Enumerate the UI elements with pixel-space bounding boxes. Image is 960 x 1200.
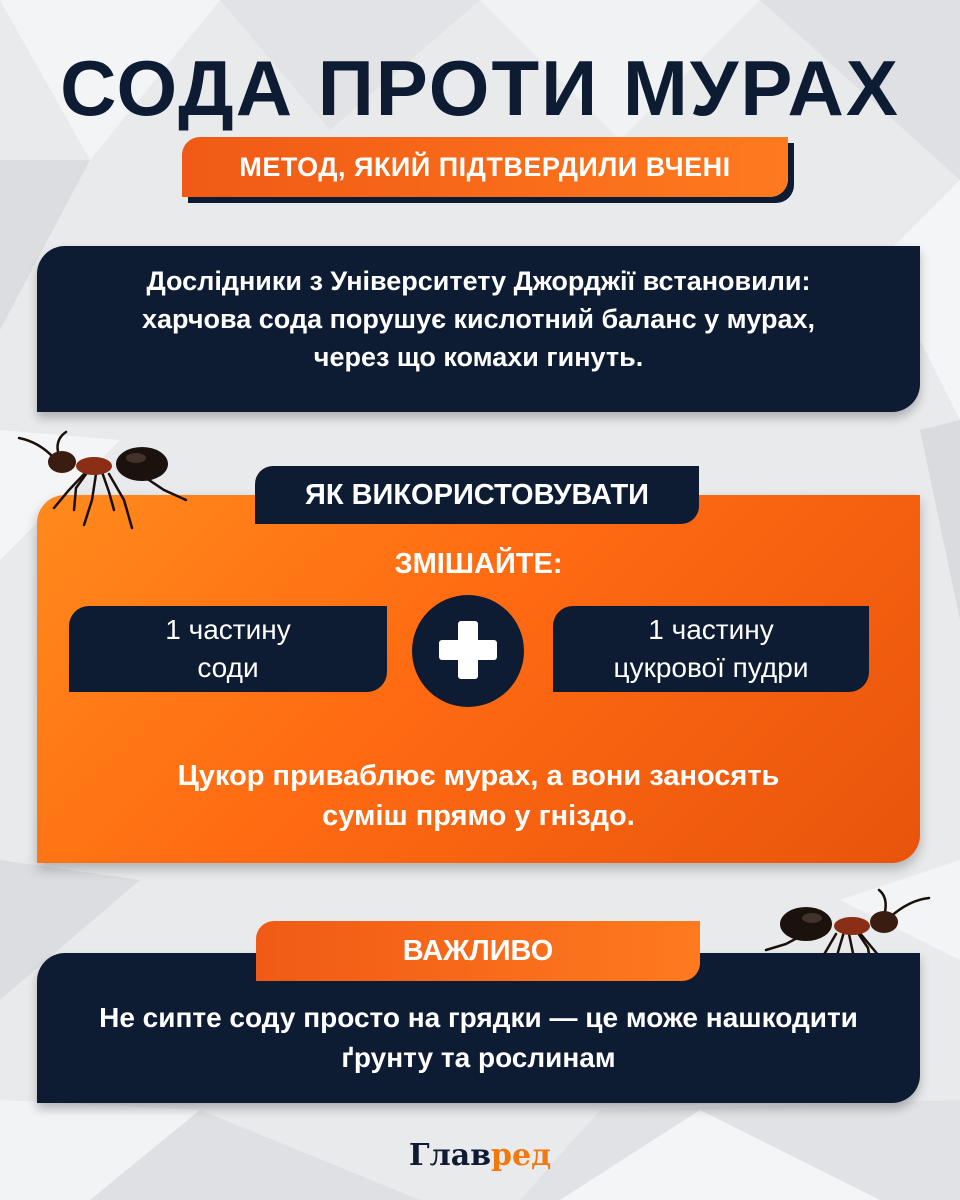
mix-label: ЗМІШАЙТЕ: (394, 548, 563, 580)
important-line: Не сипте соду просто на грядки — це може нашкодити (99, 1002, 858, 1033)
ingredient-sugar (553, 606, 869, 692)
logo-part-2: ред (491, 1138, 552, 1173)
ingredient-line: соди (197, 652, 259, 683)
intro-line: харчова сода порушує кислотний баланс у мурах, (142, 304, 815, 334)
usage-note-line: суміш прямо у гніздо. (322, 800, 635, 832)
intro-line: Дослідники з Університету Джорджії встановили: (146, 266, 811, 296)
ant-icon (14, 430, 189, 540)
important-line: ґрунту та рослинам (341, 1042, 616, 1073)
ingredient-line: 1 частину (648, 614, 774, 645)
usage-note (37, 756, 920, 836)
logo-part-1: Глав (408, 1138, 492, 1173)
page-title: СОДА ПРОТИ МУРАХ (60, 44, 900, 132)
ingredient-soda (69, 606, 387, 692)
important-heading-text: ВАЖЛИВО (402, 934, 554, 967)
important-heading (256, 921, 700, 981)
ingredient-line: цукрової пудри (613, 652, 809, 683)
intro-text (37, 262, 920, 376)
ingredient-line: 1 частину (165, 614, 291, 645)
important-text (37, 998, 920, 1078)
usage-heading (255, 466, 699, 524)
usage-heading-text: ЯК ВИКОРИСТОВУВАТИ (304, 478, 650, 511)
intro-line: через що комахи гинуть. (313, 342, 644, 372)
usage-note-line: Цукор приваблює мурах, а вони заносять (177, 760, 780, 792)
subtitle-text: МЕТОД, ЯКИЙ ПІДТВЕРДИЛИ ВЧЕНІ (239, 151, 731, 182)
plus-icon-bar-vertical (458, 621, 478, 679)
brand-logo (380, 1138, 580, 1173)
subtitle-banner (182, 137, 788, 197)
